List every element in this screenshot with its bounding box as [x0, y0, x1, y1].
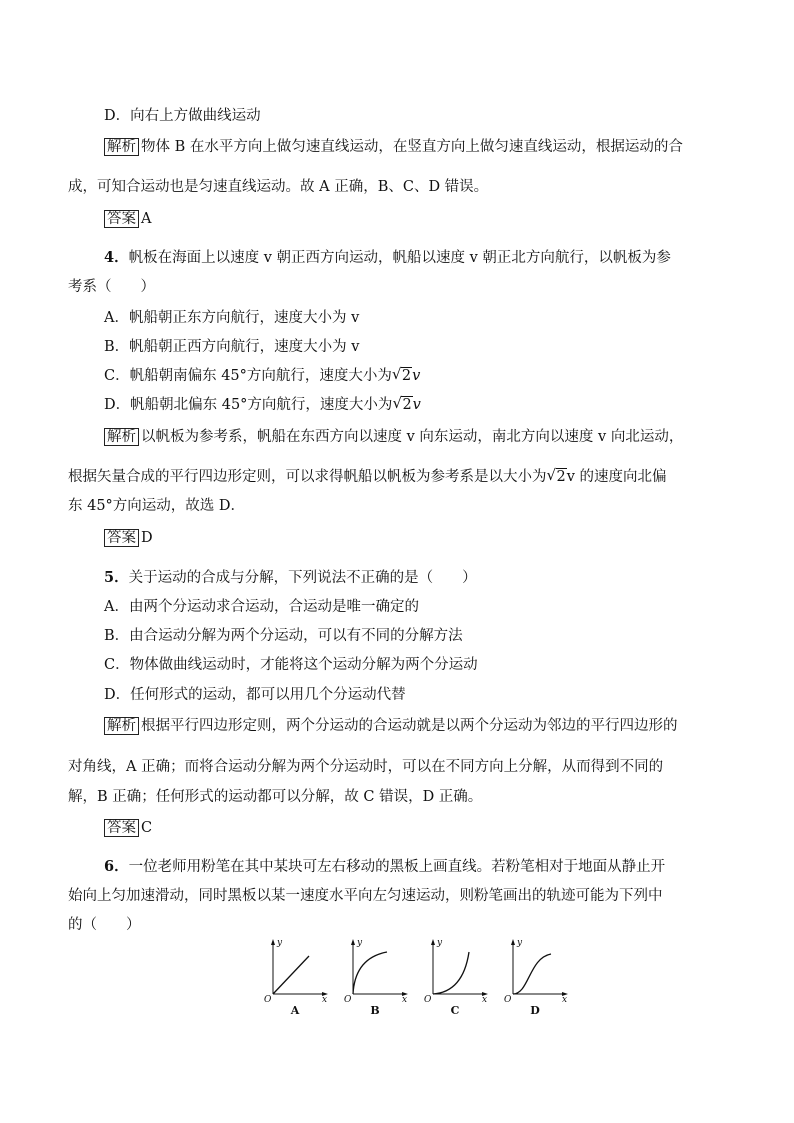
q5-answer-tag: 答案	[104, 819, 139, 837]
figure-b-origin: O	[344, 995, 352, 1002]
q6-stem-line3: 的（ ）	[68, 917, 141, 933]
figure-d-graph	[503, 936, 573, 1002]
q4-analysis-text2a: 根据矢量合成的平行四边形定则，可以求得帆船以帆板为参考系是以大小为	[68, 469, 547, 485]
q3-answer-tag: 答案	[104, 210, 139, 228]
figure-c-origin: O	[424, 995, 432, 1002]
sqrt-icon: √ 2	[392, 394, 412, 413]
figure-b-label: B	[370, 1004, 380, 1017]
q5-analysis-line3: 解，B 正确；任何形式的运动都可以分解，故 C 错误，D 正确。	[68, 789, 483, 805]
q4-answer-line	[104, 528, 153, 548]
sqrt-icon: √ 2	[546, 466, 566, 485]
q3-analysis-line2: 成，可知合运动也是匀速直线运动。故 A 正确，B、C、D 错误。	[68, 179, 489, 195]
q4-option-b: B．帆船朝正西方向航行，速度大小为 v	[104, 339, 360, 355]
figure-a-graph	[263, 936, 333, 1002]
figure-a-curve	[273, 956, 309, 994]
q4-stem-line2: 考系（ ）	[68, 279, 155, 295]
q4-option-d	[104, 395, 421, 415]
q4-option-d-text: D．帆船朝北偏东 45°方向航行，速度大小为	[104, 397, 393, 413]
q3-option-d: D．向右上方做曲线运动	[104, 108, 261, 124]
figure-d-curve	[513, 954, 551, 994]
q4-analysis-line3: 东 45°方向运动，故选 D．	[68, 498, 246, 514]
q4-analysis-tag: 解析	[104, 428, 139, 446]
figure-d-axis-y: y	[517, 938, 523, 948]
figure-b	[343, 936, 418, 1020]
q4-stem-line1	[104, 248, 671, 268]
figure-c	[423, 936, 498, 1020]
q4-answer-tag: 答案	[104, 529, 139, 547]
q5-option-b: B．由合运动分解为两个分运动，可以有不同的分解方法	[104, 628, 463, 644]
q5-number: 5．	[104, 569, 129, 586]
q5-analysis-text1: 根据平行四边形定则，两个分运动的合运动就是以两个分运动为邻边的平行四边形的	[141, 718, 678, 734]
q4-stem-text1: 帆板在海面上以速度 v 朝正西方向运动，帆船以速度 v 朝正北方向航行，以帆板为参	[128, 250, 671, 266]
figure-a-label: A	[290, 1004, 300, 1017]
q4-option-a: A．帆船朝正东方向航行，速度大小为 v	[104, 310, 360, 326]
figure-d	[503, 936, 578, 1020]
q4-option-c-text: C．帆船朝南偏东 45°方向航行，速度大小为	[104, 368, 392, 384]
q5-analysis-line2: 对角线，A 正确；而将合运动分解为两个分运动时，可以在不同方向上分解，从而得到不同的	[68, 759, 664, 775]
figure-b-axis-x: x	[402, 995, 408, 1002]
q3-analysis-text1: 物体 B 在水平方向上做匀速直线运动，在竖直方向上做匀速直线运动，根据运动的合	[141, 139, 683, 155]
q4-analysis-text2b: v 的速度向北偏	[566, 469, 667, 485]
q4-option-c	[104, 366, 420, 386]
q3-answer-line	[104, 209, 151, 229]
q5-analysis-tag: 解析	[104, 717, 139, 735]
q5-analysis-line1	[104, 716, 678, 736]
figure-c-curve	[433, 952, 469, 994]
figure-a-axis-y: y	[277, 938, 283, 948]
q3-answer-value: A	[141, 211, 152, 227]
figure-a	[263, 936, 338, 1020]
q4-number: 4．	[104, 249, 129, 266]
figure-c-label: C	[450, 1004, 460, 1017]
q5-stem-text: 关于运动的合成与分解，下列说法不正确的是（ ）	[128, 570, 477, 586]
figure-d-label: D	[530, 1004, 540, 1017]
q3-analysis-tag: 解析	[104, 138, 139, 156]
q6-stem-line1	[104, 857, 665, 877]
figure-b-axis-y: y	[357, 938, 363, 948]
q6-stem-line2: 始向上匀加速滑动，同时黑板以某一速度水平向左匀速运动，则粉笔画出的轨迹可能为下列中	[68, 888, 663, 904]
q3-analysis-line1	[104, 137, 683, 157]
figure-b-graph	[343, 936, 413, 1002]
q4-option-c-v: v	[412, 368, 421, 384]
figure-a-origin: O	[264, 995, 272, 1002]
q4-analysis-line1	[104, 427, 683, 447]
q4-analysis-line2	[68, 467, 667, 487]
q5-option-c: C．物体做曲线运动时，才能将这个运动分解为两个分运动	[104, 657, 478, 673]
q4-answer-value: D	[141, 530, 153, 546]
figure-c-axis-y: y	[437, 938, 443, 948]
q6-number: 6．	[104, 858, 129, 875]
figure-b-curve	[353, 952, 387, 994]
q4-analysis-text1: 以帆板为参考系，帆船在东西方向以速度 v 向东运动，南北方向以速度 v 向北运动，	[141, 429, 684, 445]
figure-c-axis-x: x	[482, 995, 488, 1002]
q5-option-d: D．任何形式的运动，都可以用几个分运动代替	[104, 687, 406, 703]
q5-stem	[104, 568, 477, 588]
q5-answer-line	[104, 818, 152, 838]
figure-c-graph	[423, 936, 493, 1002]
q6-figures	[263, 936, 568, 1020]
q5-option-a: A．由两个分运动求合运动，合运动是唯一确定的	[104, 599, 419, 615]
sqrt-icon: √ 2	[391, 365, 412, 384]
figure-d-axis-x: x	[562, 995, 568, 1002]
q6-stem-text1: 一位老师用粉笔在其中某块可左右移动的黑板上画直线。若粉笔相对于地面从静止开	[128, 859, 666, 875]
figure-a-axis-x: x	[322, 995, 328, 1002]
figure-d-origin: O	[504, 995, 512, 1002]
q5-answer-value: C	[141, 820, 153, 836]
q4-option-d-v: v	[412, 397, 421, 413]
